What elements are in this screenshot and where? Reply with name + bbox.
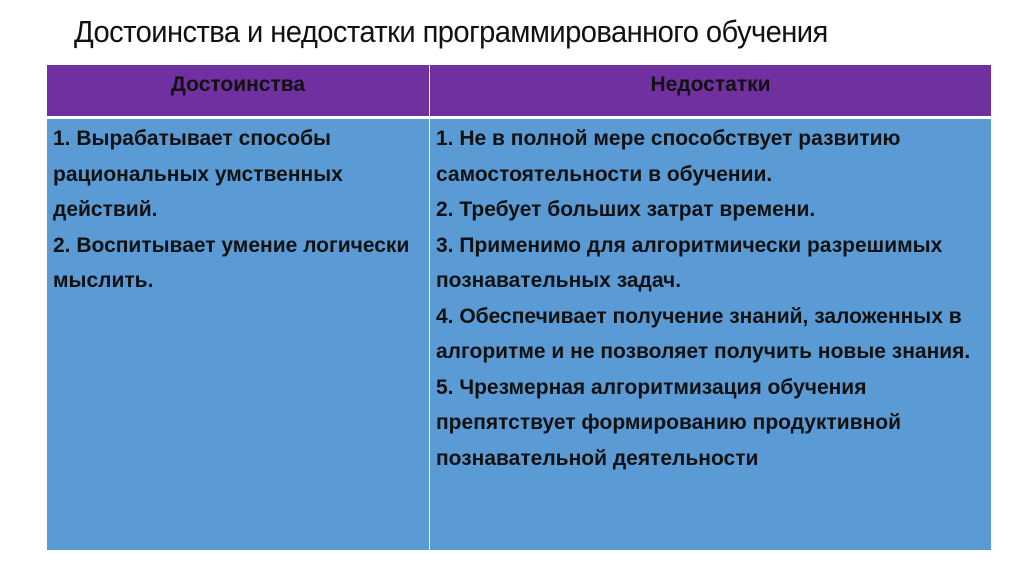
advantage-item: 2. Воспитывает умение логически мыслить. xyxy=(53,233,410,292)
header-disadvantages: Недостатки xyxy=(430,65,992,118)
slide-title: Достоинства и недостатки программированного обучения xyxy=(74,14,828,49)
disadvantage-item: познавательной деятельности xyxy=(436,446,759,470)
disadvantage-item: 5. Чрезмерная алгоритмизация обучения препятствует формированию продуктивной xyxy=(436,375,902,434)
disadvantage-item: 1. Не в полной мере способствует развитию самостоятельности в обучении. xyxy=(436,127,901,186)
disadvantage-item: 4. Обеспечивает получение знаний, заложенных в алгоритме и не позволяет получить новые знания. xyxy=(436,304,971,363)
disadvantage-item: 3. Применимо для алгоритмически разрешимых познавательных задач. xyxy=(436,233,943,292)
header-advantages: Достоинства xyxy=(47,65,430,118)
table-header-row xyxy=(47,65,992,118)
disadvantages-cell xyxy=(430,118,992,551)
disadvantage-item: 2. Требует больших затрат времени. xyxy=(436,198,816,221)
comparison-table xyxy=(46,64,992,551)
advantage-item: 1. Вырабатывает способы рациональных умственных действий. xyxy=(53,127,343,221)
table-row xyxy=(47,118,992,551)
advantages-cell xyxy=(47,118,430,551)
